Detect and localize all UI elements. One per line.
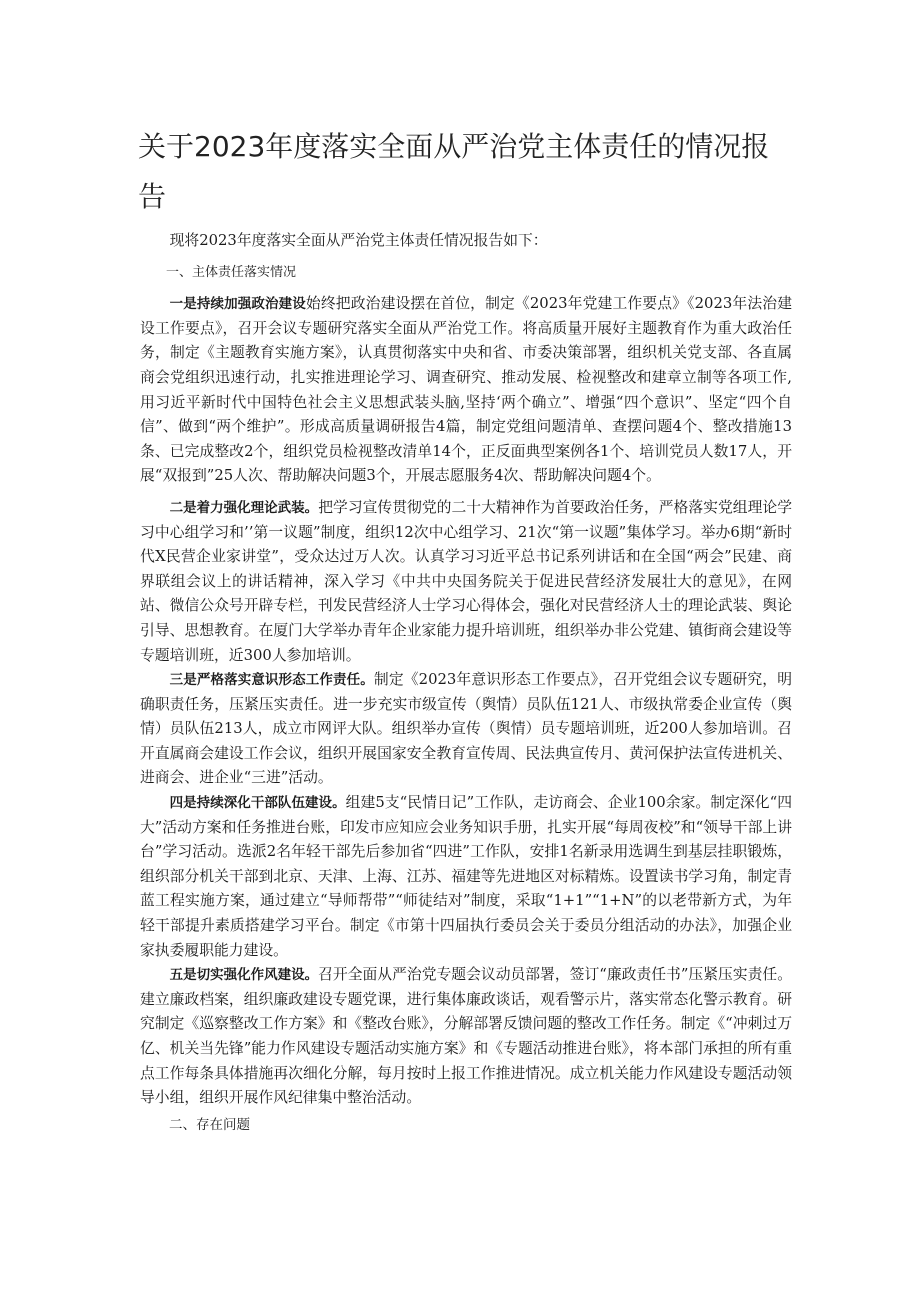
paragraph-ideology-work xyxy=(140,668,792,791)
paragraph-lead: 一是持续加强政治建设 xyxy=(169,296,306,313)
document-body xyxy=(140,229,792,1111)
paragraph-cadre-team xyxy=(140,791,792,963)
paragraph-text: 召开全面从严治党专题会议动员部署，签订“廉政责任书”压紧压实责任。建立廉政档案，组织廉政建设专题党课，进行集体廉政谈话，观看警示片，落实常态化警示教育。研究制定《巡察整改工作方案》和《整改台账》，分解部署反馈问题的整改工作任务。制定《“冲刺过万亿、机关当先锋”能力作风建设专题活动实施方案》和《专题活动推进台账》，将本部门承担的所有重点工作每条具体措施再次细化分解，每月按时上报工作推进情况。成立机关能力作风建设专题活动领导小组，组织开展作风纪律集中整治活动。 xyxy=(140,966,792,1107)
paragraph-lead: 二是着力强化理论武装。 xyxy=(169,499,319,516)
paragraph-text: 始终把政治建设摆在首位，制定《2023年党建工作要点》《2023年法治建设工作要点》，召开会议专题研究落实全面从严治党工作。将高质量开展好主题教育作为重大政治任务，制定《主题教育实施方案》，认真贯彻落实中央和省、市委决策部署，组织机关党支部、各直属商会党组织迅速行动，扎实推进理论学习、调查研究、推动发展、检视整改和建章立制等各项工作,用习近平新时代中国特色社会主义思想武装头脑,坚持‘两个确立”、增强“四个意识”、坚定“四个自信”、做到“两个维护”。形成高质量调研报告4篇，制定党组问题清单、查摆问题4个、整改措施13条、已完成整改2个，组织党员检视整改清单14个，正反面典型案例各1个、培训党员人数17人，开展“双报到”25人次、帮助解决问题3个，开展志愿服务4次、帮助解决问题4个。 xyxy=(140,295,792,485)
section-heading-1: 一、主体责任落实情况 xyxy=(166,264,297,280)
paragraph-theory-study xyxy=(140,496,792,668)
paragraph-lead: 四是持续深化干部队伍建设。 xyxy=(169,795,346,812)
paragraph-work-style xyxy=(140,963,792,1111)
paragraph-text: 把学习宣传贯彻党的二十大精神作为首要政治任务，严格落实党组理论学习中心组学习和’’第一议题”制度，组织12次中心组学习、21次“第一议题”集体学习。举办6期“新时代X民营企业家讲堂”，受众达过万人次。认真学习习近平总书记系列讲话和在全国“两会”民建、商界联组会议上的讲话精神，深入学习《中共中央国务院关于促进民营经济发展壮大的意见》，在网站、微信公众号开辟专栏，刊发民营经济人士学习心得体会，强化对民营经济人士的理论武装、舆论引导、思想教育。在厦门大学举办青年企业家能力提升培训班，组织举办非公党建、镇街商会建设等专题培训班，近300人参加培训。 xyxy=(140,498,792,664)
section-heading-2: 二、存在问题 xyxy=(169,1117,250,1133)
paragraph-text: 制定《2023年意识形态工作要点》，召开党组会议专题研究，明确职责任务，压紧压实责任。进一步充实市级宣传（舆情）员队伍121人、市级执常委企业宣传（舆情）员队伍213人，成立市网评大队。组织举办宣传（舆情）员专题培训班，近200人参加培训。召开直属商会建设工作会议，组织开展国家安全教育宣传周、民法典宣传月、黄河保护法宣传进机关、进商会、进企业“三进”活动。 xyxy=(140,671,793,787)
document-title: 关于2023年度落实全面从严治党主体责任的情况报告 xyxy=(138,130,770,213)
paragraph-lead: 五是切实强化作风建设。 xyxy=(169,967,319,984)
intro-paragraph: 现将2023年度落实全面从严治党主体责任情况报告如下： xyxy=(169,232,548,249)
paragraph-text: 组建5支“民情日记”工作队，走访商会、企业100余家。制定深化“四大”活动方案和任务推进台账，印发市应知应会业务知识手册，扎实开展“每周夜校”和“领导干部上讲台”学习活动。选派2名年轻干部先后参加省“四进”工作队，安排1名新录用选调生到基层挂职锻炼，组织部分机关干部到北京、天津、上海、江苏、福建等先进地区对标精炼。设置读书学习角，制定青蓝工程实施方案，通过建立“导师帮带”“师徒结对”制度，采取“1+1”“1+N”的以老带新方式，为年轻干部提升素质搭建学习平台。制定《市第十四届执行委员会关于委员分组活动的办法》，加强企业家执委履职能力建设。 xyxy=(140,794,793,959)
paragraph-political-building xyxy=(140,292,792,489)
paragraph-lead: 三是严格落实意识形态工作责任。 xyxy=(169,672,374,689)
